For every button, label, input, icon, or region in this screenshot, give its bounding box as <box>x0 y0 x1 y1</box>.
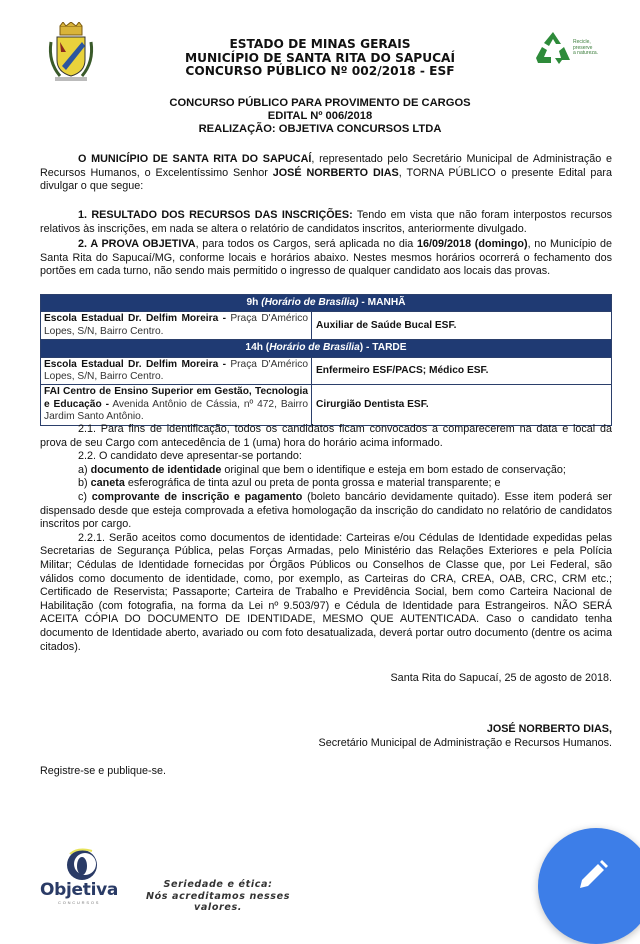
recycle-text-line: a natureza. <box>573 50 599 57</box>
item-bold: documento de identidade <box>90 463 222 476</box>
location-cell <box>41 312 312 340</box>
afternoon-period: ) - TARDE <box>359 342 407 354</box>
item-letter: c) <box>78 490 92 503</box>
intro-secretary: JOSÉ NORBERTO DIAS <box>272 166 399 179</box>
slogan-line1: Seriedade e ética: <box>163 879 273 890</box>
recycle-text-line: preserve <box>573 44 593 51</box>
table-row <box>41 312 612 340</box>
item-2-2: 2.2. O candidato deve apresentar-se portando: <box>78 450 302 463</box>
item-text: esferográfica de tinta azul ou preta de ponta grossa e material transparente; e <box>124 477 501 490</box>
location-cell <box>41 385 312 425</box>
schedule-header-afternoon <box>41 340 612 357</box>
intro-paragraph <box>40 153 612 194</box>
objetiva-brand-sub: CONCURSOS <box>58 900 101 905</box>
slogan-line2: Nós acreditamos nesses valores. <box>145 890 291 913</box>
morning-header-cell <box>41 295 612 312</box>
item-text: (boleto bancário devidamente quitado). Esse item poderá ser dispensado desde que esteja comprovada a efetiva homologação da inscrição do candidato no relatório de candidatos inscritos por cargo. <box>40 490 612 531</box>
morning-time: 9h <box>246 297 262 308</box>
signer-name: JOSÉ NORBERTO DIAS, <box>486 723 612 735</box>
edital-organizer: REALIZAÇÃO: OBJETIVA CONCURSOS LTDA <box>198 123 442 135</box>
afternoon-time: 14h ( <box>245 342 270 354</box>
afternoon-zone: Horário de Brasília <box>269 342 360 354</box>
item-text: original que bem o identifique e esteja em bom estado de conservação; <box>221 463 566 476</box>
section-2-text: , para todos os Cargos, será aplicada no dia <box>195 238 418 250</box>
edital-number: EDITAL Nº 006/2018 <box>267 110 373 122</box>
section-1-paragraph <box>40 209 612 236</box>
header-municipality: MUNICÍPIO DE SANTA RITA DO SAPUCAÍ <box>184 50 456 65</box>
edit-fab-button[interactable] <box>538 828 640 944</box>
objetiva-logo-icon <box>64 848 100 882</box>
pencil-icon <box>572 856 612 896</box>
header-contest: CONCURSO PÚBLICO Nº 002/2018 - ESF <box>185 64 455 78</box>
document-date: Santa Rita do Sapucaí, 25 de agosto de 2018. <box>390 672 612 684</box>
location-address: Praça D'Américo Lopes, S/N, Bairro Centro. <box>44 358 308 383</box>
location-address: Avenida Antônio de Cássia, nº 472, Bairro Jardim Santo Antônio. <box>44 398 308 423</box>
jobs-cell: Enfermeiro ESF/PACS; Médico ESF. <box>312 357 612 385</box>
location-address: Praça D'Américo Lopes, S/N, Bairro Centro. <box>44 313 308 337</box>
intro-text: , representado pelo Secretário Municipal de Administração e Recursos Humanos, o Excelentíssimo Senhor <box>40 153 612 179</box>
item-bold: comprovante de inscrição e pagamento <box>91 490 303 503</box>
exam-date: 16/09/2018 (domingo) <box>417 238 528 250</box>
item-bold: caneta <box>90 477 125 490</box>
section-2-paragraph <box>40 238 612 279</box>
jobs-cell: Auxiliar de Saúde Bucal ESF. <box>312 312 612 340</box>
edital-title-line1: CONCURSO PÚBLICO PARA PROVIMENTO DE CARGOS <box>169 97 471 109</box>
item-letter: a) <box>78 463 91 476</box>
schedule-header-morning <box>41 295 612 312</box>
item-2-2-c <box>40 491 612 532</box>
location-cell <box>41 357 312 385</box>
intro-text: , TORNA PÚBLICO o presente Edital para divulgar o que segue: <box>40 166 613 193</box>
footer-slogan <box>138 879 298 914</box>
objetiva-brand: Objetiva <box>40 880 119 900</box>
header-state: ESTADO DE MINAS GERAIS <box>229 37 411 51</box>
item-letter: b) <box>78 477 91 490</box>
item-2-1: 2.1. Para fins de identificação, todos os candidatos ficam convocados a comparecerem na data e local da prova de seu Cargo com antecedência de 1 (uma) hora do horário acima informado. <box>40 423 612 449</box>
document-header <box>0 38 640 79</box>
section-1-text: Tendo em vista que não foram interpostos recursos relativos às inscrições, em nada se altera o relatório de candidatos inscritos, anteriormente divulgado. <box>40 209 612 235</box>
section-2-text: , no Município de Santa Rita do Sapucaí/MG, conforme locais e horários abaixo. Nestes mesmos horários ocorrerá o fechamento dos portões em cada turno, não sendo mais permitido o ingresso de qualquer candidato aos locais das provas. <box>40 238 612 278</box>
location-name: FAI Centro de Ensino Superior em Gestão, Tecnologia e Educação - <box>44 386 308 410</box>
table-row <box>41 385 612 425</box>
morning-period: - MANHÃ <box>358 297 406 308</box>
location-name: Escola Estadual Dr. Delfim Moreira - <box>44 358 226 370</box>
register-note: Registre-se e publique-se. <box>40 765 167 777</box>
schedule-table <box>40 294 612 426</box>
morning-zone: (Horário de Brasília) <box>261 297 359 308</box>
section-2-title: 2. A PROVA OBJETIVA <box>78 238 196 250</box>
jobs-cell: Cirurgião Dentista ESF. <box>312 385 612 425</box>
signer-role: Secretário Municipal de Administração e Recursos Humanos. <box>318 737 612 749</box>
recycle-text-line: Recicle, <box>573 39 591 45</box>
afternoon-header-cell <box>41 340 612 357</box>
section-1-title: 1. RESULTADO DOS RECURSOS DAS INSCRIÇÕES: <box>78 209 353 221</box>
location-name: Escola Estadual Dr. Delfim Moreira - <box>44 313 226 325</box>
item-2-2-a <box>40 464 612 478</box>
edital-title <box>0 97 640 136</box>
table-row <box>41 357 612 385</box>
items-block <box>40 423 612 654</box>
item-2-2-1: 2.2.1. Serão aceitos como documentos de identidade: Carteiras e/ou Cédulas de Identidade expedidas pelas Secretarias de Segurança Pública, pelas Forças Armadas, pelo Ministério das Relações Exteriores e pela Polícia Militar; Cédulas de Identidade fornecidas por Órgãos Públicos ou Conselhos de Classe que, por Lei Federal, são válidos como documento de identidade, como, por exemplo, as Carteiras do CRA, CREA, OAB, CRC, CRM etc.; Certificado de Reservista; Passaporte; Carteira de Trabalho e Previdência Social, bem como Carteira Nacional de Habilitação (com fotografia, na forma da Lei nº 9.503/97) e Cédula de Identidade para Estrangeiros. NÃO SERÁ ACEITA CÓPIA DO DOCUMENTO DE IDENTIDADE, MESMO QUE AUTENTICADA. Caso o candidato tenha documento de Identidade aberto, avariado ou com foto desatualizada, deverá portar outro documento (dentre os acima citados). <box>40 531 612 653</box>
item-2-2-b <box>40 477 612 491</box>
intro-municipality: O MUNICÍPIO DE SANTA RITA DO SAPUCAÍ <box>78 153 312 165</box>
